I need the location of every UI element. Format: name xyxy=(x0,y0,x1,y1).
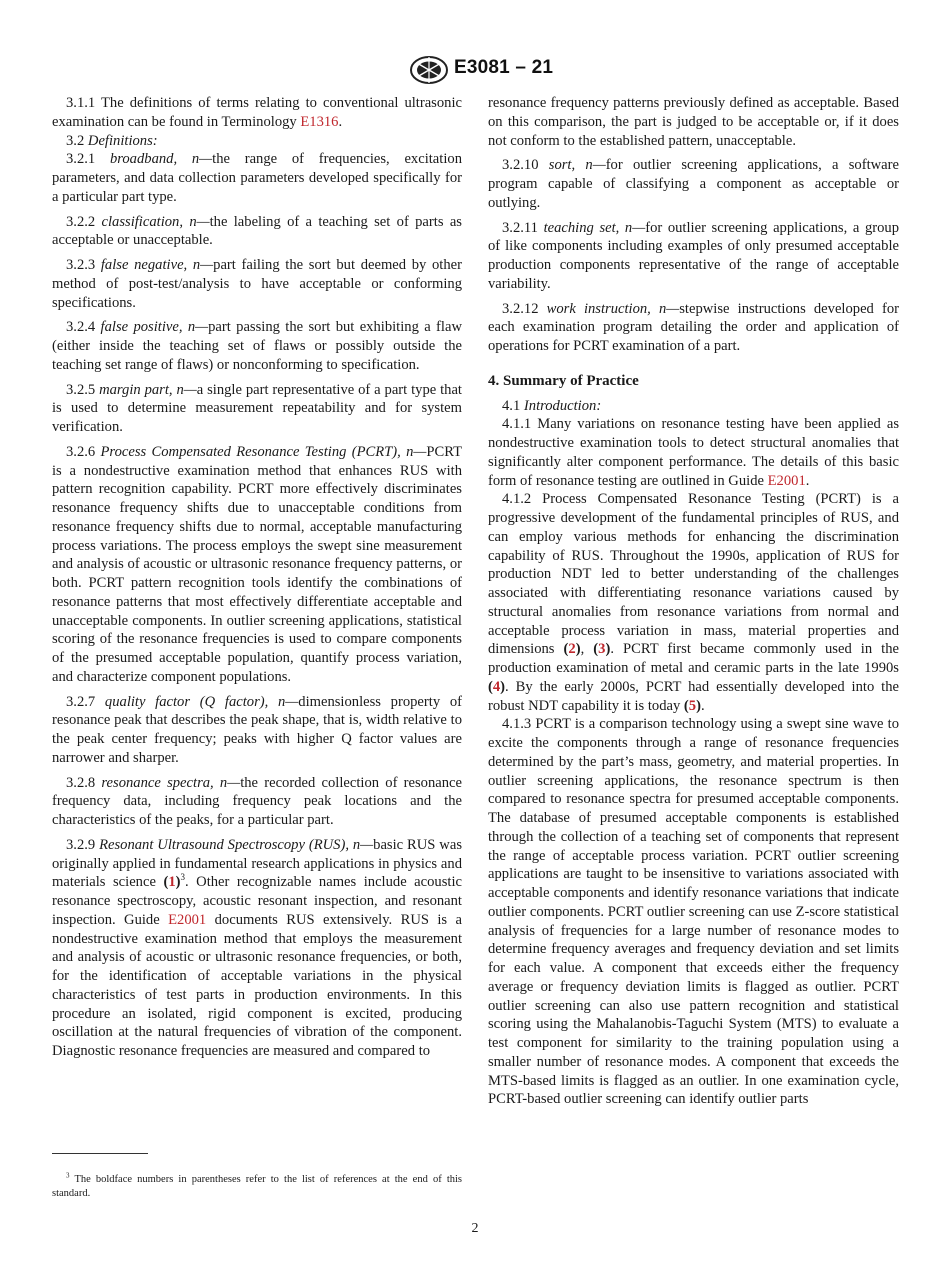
paragraph-3-2: 3.2 Definitions: xyxy=(66,132,158,149)
definition-margin-part: 3.2.5 margin part, n—a single part representative of a part type that is used to determine measurement repeatability and for system verification. xyxy=(52,381,462,435)
definition-pcrt: 3.2.6 Process Compensated Resonance Testing (PCRT), n—PCRT is a nondestructive examination method that enhances RUS with pattern recognition capability. PCRT more effectively discriminates resonance frequency shifts due to unacceptable conditions from resonance frequency shifts due to normal, acceptable manufacturing process variations. The process employs the swept sine measurement and analysis of acoustic or ultrasonic resonance frequency patterns, or both. PCRT pattern recognition tools identify the combinations of resonance patterns that most effectively differentiate acceptable and unacceptable components. In outlier screening applications, statistical scoring of the resonance frequencies is used to compare components of the presumed acceptable population, quantify process variation, and characterize component populations. xyxy=(52,443,462,685)
document-designation: E3081 – 21 xyxy=(454,57,554,78)
definition-quality-factor: 3.2.7 quality factor (Q factor), n—dimensionless property of resonance peak that describes the peak shape, that is, width relative to the peak center frequency; peaks with higher Q factor values are narrower and sharper. xyxy=(52,693,463,766)
definition-work-instruction: 3.2.12 work instruction, n—stepwise instructions developed for each examination program detailing the order and application of operations for PCRT examination of a part. xyxy=(488,300,899,354)
reference-3-link[interactable]: 3 xyxy=(598,641,606,658)
definition-false-positive: 3.2.4 false positive, n—part passing the sort but exhibiting a flaw (either inside the teaching set of flaws or possibly outside the teaching set range of flaws) or nonconforming to specification. xyxy=(52,319,462,373)
reference-5-link[interactable]: 5 xyxy=(688,697,697,714)
page-header xyxy=(0,55,950,89)
footnote-marker: 3 xyxy=(180,872,185,883)
paragraph-4-1: 4.1 Introduction: xyxy=(502,397,602,414)
definition-resonance-spectra: 3.2.8 resonance spectra, n—the recorded collection of resonance frequency data, including frequency peak locations and the characteristics of the peaks, for a particular part. xyxy=(52,774,462,828)
definition-teaching-set: 3.2.11 teaching set, n—for outlier screening applications, a group of like components including examples of only presumed acceptable production components representative of the range of acceptable variability. xyxy=(488,219,899,292)
definition-broadband: 3.2.1 broadband, n—the range of frequencies, excitation parameters, and data collection parameters developed specifically for a particular part type. xyxy=(52,151,462,205)
link-e2001[interactable]: E2001 xyxy=(168,911,207,928)
paragraph-3-1-1: 3.1.1 The definitions of terms relating to conventional ultrasonic examination can be found in Terminology E1316. xyxy=(52,95,462,130)
paragraph-4-1-1: 4.1.1 Many variations on resonance testing have been applied as nondestructive examination tools to detect structural anomalies that significantly alter component performance. The details of this basic form of resonance testing are outlined in Guide E2001. xyxy=(488,416,900,489)
section-heading-summary: 4. Summary of Practice xyxy=(488,372,639,389)
reference-4-link[interactable]: 4 xyxy=(492,678,501,695)
reference-2-link[interactable]: 2 xyxy=(568,641,576,658)
footnote-divider xyxy=(52,1153,148,1154)
page-number: 2 xyxy=(471,1221,479,1236)
definition-rus: 3.2.9 Resonant Ultrasound Spectroscopy (RUS), n—basic RUS was originally applied in fundamental research applications in physics and materials science $(1)^3$. Other recognizable names include acoustic resonance spectroscopy, acoustic resonant inspection, and resonant inspection. Guide E2001 documents RUS extensively. RUS is a nondestructive examination method that employs the measurement and analysis of acoustic or ultrasonic resonance frequencies, or both, for the identification of acceptable variations in the physical characteristics of test parts in production environments. In this procedure an isolated, rigid component is excited, producing oscillation at the natural frequencies of vibration of the component. Diagnostic resonance frequencies are measured and compared to xyxy=(52,836,462,1059)
definition-false-negative: 3.2.3 false negative, n—part failing the sort but deemed by other method of post-test/analysis to have acceptable or conforming specifications. xyxy=(52,257,463,311)
link-e2001-2[interactable]: E2001 xyxy=(767,472,806,489)
definition-classification: 3.2.2 classification, n—the labeling of a teaching set of parts as acceptable or unacceptable. xyxy=(52,213,462,249)
footnote-3: $^3$ The boldface numbers in parentheses refer to the list of references at the end of this standard. xyxy=(52,1171,462,1199)
paragraph-4-1-3: 4.1.3 PCRT is a comparison technology using a swept sine wave to excite the components through a range of resonance frequencies determined by the part’s mass, geometry, and material properties. In outlier screening applications, the resonance spectrum is then compared to resonance spectra for presumed acceptable components. The database of presumed acceptable components is established through the collection of a teaching set of components that represent the range of acceptable process variation. PCRT outlier screening applications are taught to be insensitive to variations associated with acceptable components and identify resonance variations that indicate outlier components. PCRT outlier screening can use Z-score statistical analysis of frequencies for a large number of resonance modes to determine frequency averages and frequency deviation and set limits for each value. A component that exceeds either the frequency average or frequency deviation limits is flagged as outlier. PCRT outlier screening can also use pattern recognition and statistical scoring using the Mahalanobis-Taguchi System (MTS) to evaluate a test component for similarity to the training population using a smaller number of resonance modes. A component that exceeds the MTS-based limits is flagged as an outlier. In one examination cycle, PCRT-based outlier screening can identify outlier parts xyxy=(488,716,899,1108)
link-e1316[interactable]: E1316 xyxy=(300,113,339,130)
paragraph-4-1-2: 4.1.2 Process Compensated Resonance Testing (PCRT) is a progressive development of the fundamental principles of RUS, and can employ various methods for enhancing the discrimination capability of RUS. Throughout the 1990s, application of RUS for production NDT led to better understanding of the challenges associated with differentiating resonance variations caused by structural anomalies from resonance variations from normal and acceptable process variation in mass, material properties and dimensions (2), (3). PCRT first became commonly used in the production examination of metal and ceramic parts in the late 1990s (4). By the early 2000s, PCRT had essentially developed into the robust NDT capability it is today (5). xyxy=(488,491,899,714)
definition-sort: 3.2.10 sort, n—for outlier screening applications, a software program capable of classifying a component as acceptable or outlying. xyxy=(488,157,899,211)
astm-logo-icon xyxy=(409,55,449,85)
reference-1-link[interactable]: 1 xyxy=(168,874,176,891)
left-column xyxy=(52,94,462,1067)
right-column xyxy=(488,94,899,1109)
paragraph-continuation: resonance frequency patterns previously defined as acceptable. Based on this comparison, the part is judged to be acceptable or, if it does not conform to the established pattern, unacceptable. xyxy=(488,95,899,149)
